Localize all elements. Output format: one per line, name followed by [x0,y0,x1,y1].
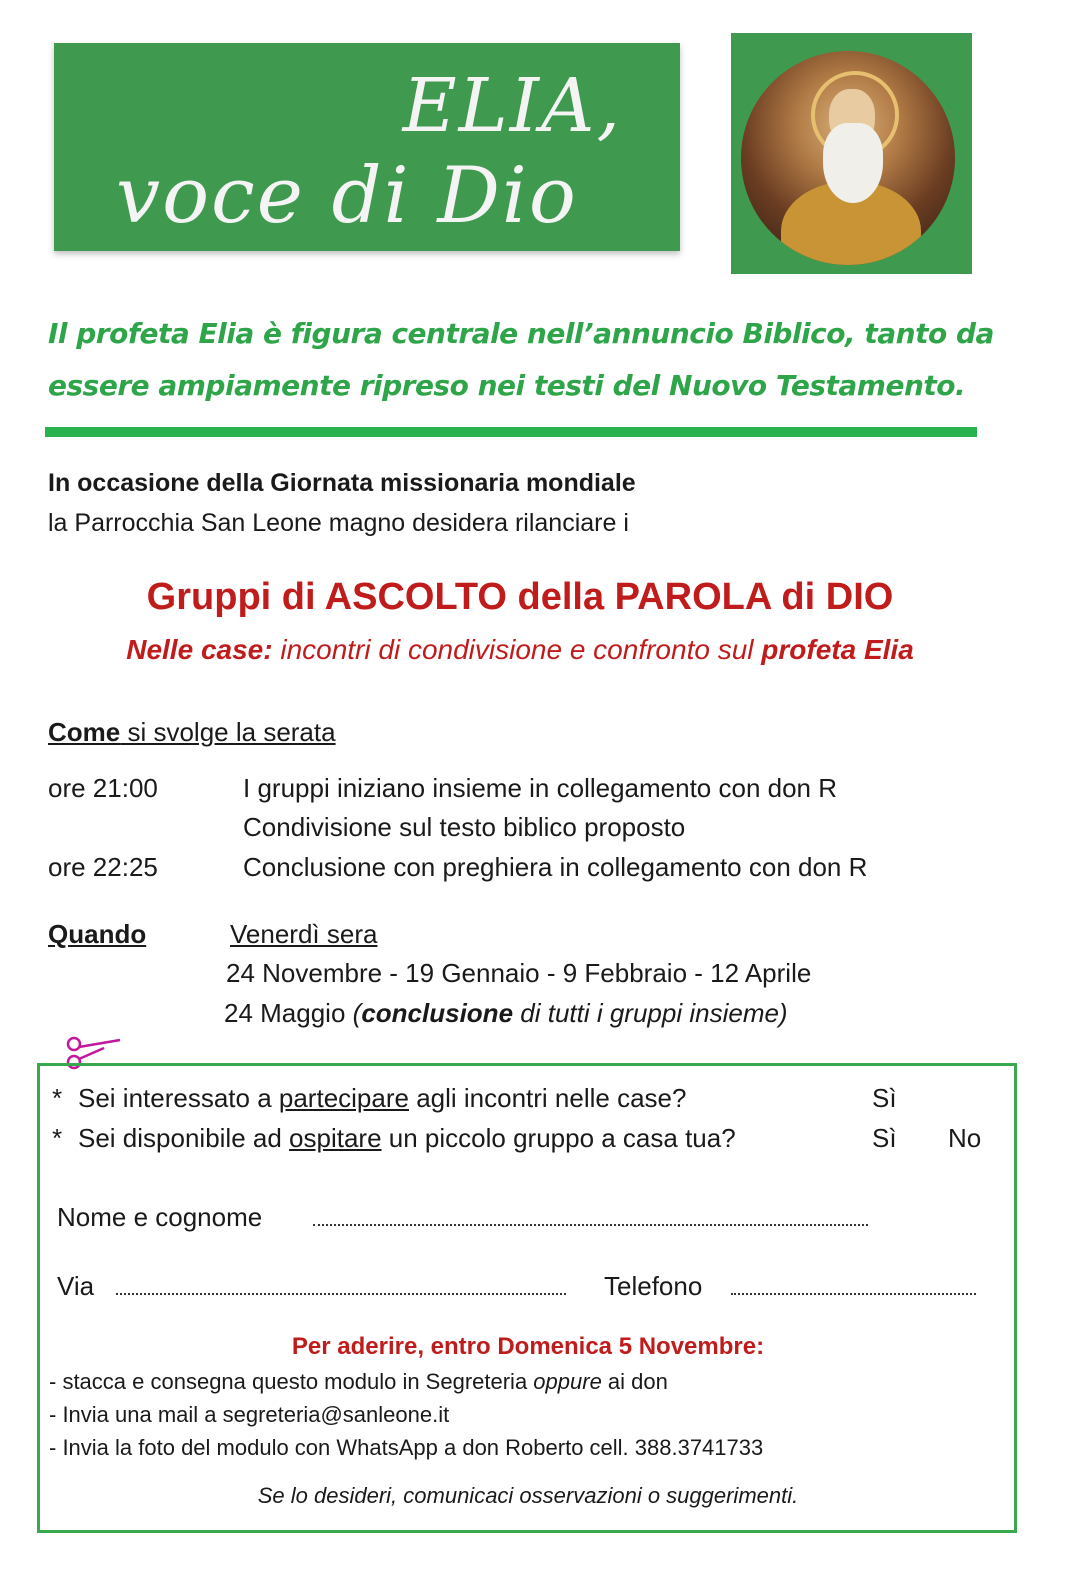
banner-line-1: ELIA, [402,63,622,149]
instruction-1-italic: oppure [533,1369,602,1394]
schedule-time: ore 22:25 [48,852,158,882]
dates-open-paren: ( [352,998,362,1028]
intro-text [48,308,1008,412]
q2-underlined: ospitare [289,1123,382,1153]
instruction-3: - Invia la foto del modulo con WhatsApp a don Roberto cell. 388.3741733 [49,1435,764,1460]
evening-heading [48,717,336,748]
instruction-1-post: ai don [601,1369,668,1394]
dates-line-1: 24 Novembre - 19 Gennaio - 9 Febbraio - 12 Aprile [226,958,812,988]
q2-yes-option[interactable]: Sì [872,1123,897,1153]
phone-field[interactable] [731,1293,976,1295]
page-title: Gruppi di ASCOLTO della PAROLA di DIO [146,576,894,618]
divider [45,427,977,437]
page-subtitle [0,634,1040,666]
when-day: Venerdì sera [230,919,378,949]
dates-bold: conclusione [361,998,514,1028]
name-field[interactable] [313,1224,868,1226]
instruction-2: - Invia una mail a segreteria@sanleone.it [49,1402,450,1427]
intro-line-1: Il profeta Elia è figura centrale nell’annuncio Biblico, tanto da [48,317,994,350]
subtitle-lead: Nelle case: [126,634,273,665]
prophet-icon-image [731,33,972,274]
q2-no-option[interactable]: No [948,1123,982,1153]
title-banner [54,43,680,251]
instruction-1-pre: - stacca e consegna questo modulo in Segreteria [49,1369,534,1394]
q1-yes-option[interactable]: Sì [872,1083,897,1113]
question-star: * [52,1083,63,1113]
q1-underlined: partecipare [278,1083,409,1113]
banner-line-2: voce di Dio [116,151,578,241]
schedule-desc: Condivisione sul testo biblico proposto [243,812,686,842]
prophet-portrait-icon [741,51,955,265]
subtitle-middle: incontri di condivisione e confronto sul [272,634,762,665]
dates-line-2 [224,998,788,1029]
when-label: Quando [48,919,147,949]
question-interested [78,1083,686,1114]
question-star: * [52,1123,63,1153]
q1-post: agli incontri nelle case? [408,1083,687,1113]
occasion-line-1: In occasione della Giornata missionaria mondiale [48,469,636,497]
question-host [78,1123,736,1154]
dates-start: 24 Maggio [224,998,353,1028]
q2-pre: Sei disponibile ad [78,1123,290,1153]
instruction-1 [49,1369,668,1395]
subtitle-end: profeta Elia [761,634,914,665]
phone-label: Telefono [604,1271,703,1301]
q2-post: un piccolo gruppo a casa tua? [381,1123,736,1153]
evening-heading-bold: Come [48,717,121,747]
footer-note: Se lo desideri, comunicaci osservazioni o suggerimenti. [257,1483,799,1508]
intro-line-2: essere ampiamente ripreso nei testi del Nuovo Testamento. [48,369,966,402]
adhere-heading: Per aderire, entro Domenica 5 Novembre: [291,1333,765,1360]
street-label: Via [57,1271,95,1301]
schedule-desc: I gruppi iniziano insieme in collegamento con don R [243,773,838,803]
dates-rest: di tutti i gruppi insieme) [513,998,788,1028]
q1-pre: Sei interessato a [78,1083,279,1113]
schedule-desc: Conclusione con preghiera in collegamento con don R [243,852,868,882]
evening-heading-rest: si svolge la serata [120,717,336,747]
occasion-line-2: la Parrocchia San Leone magno desidera rilanciare i [48,509,629,537]
street-field[interactable] [116,1293,566,1295]
name-label: Nome e cognome [57,1202,263,1232]
schedule-time: ore 21:00 [48,773,158,803]
